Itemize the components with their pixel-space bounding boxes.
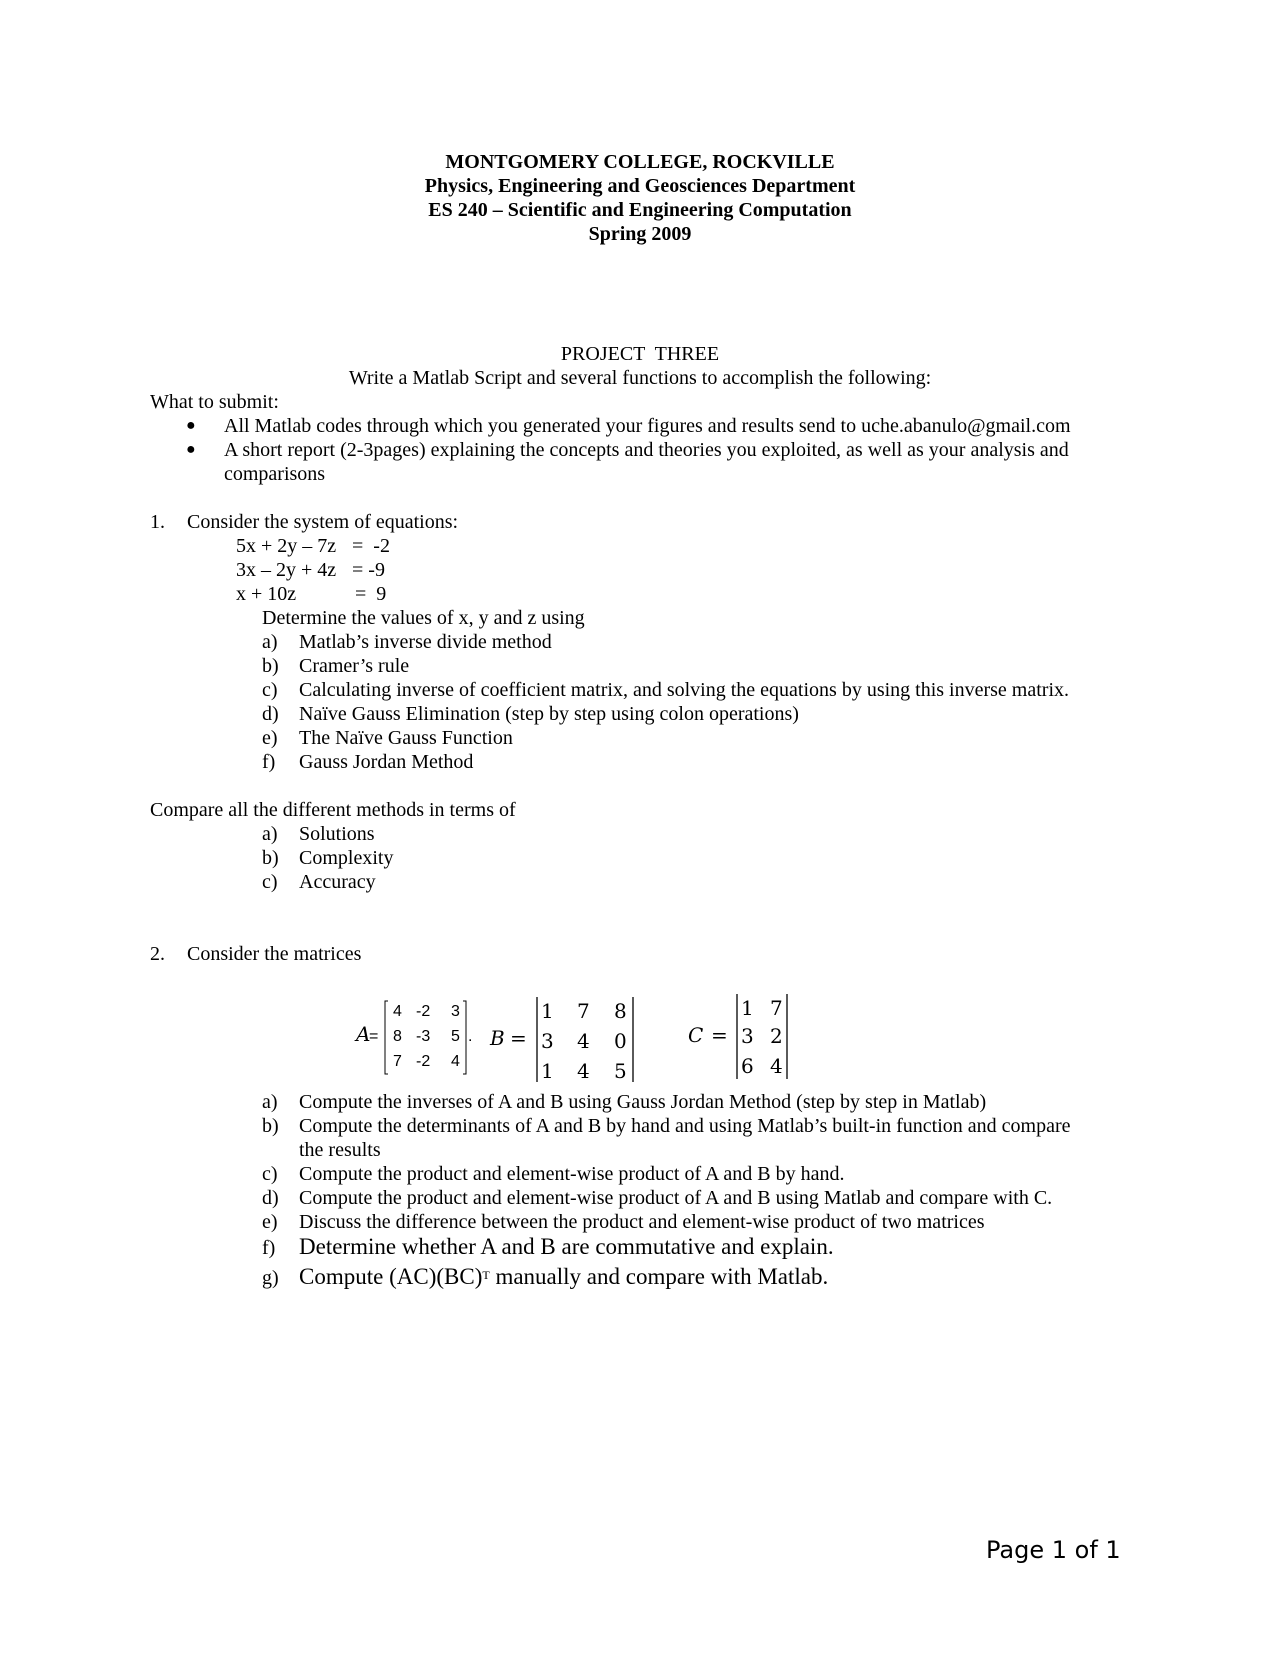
criteria-text: Solutions: [299, 823, 375, 845]
matrix-c-cell: 2: [770, 1024, 783, 1048]
task-label: a): [262, 1091, 278, 1113]
method-label: c): [262, 679, 278, 701]
matrix-a-cell: 7: [393, 1053, 402, 1070]
matrix-b-cell: 7: [577, 999, 590, 1023]
page-number: Page 1 of 1: [986, 1536, 1121, 1564]
method-text: Calculating inverse of coefficient matrix, and solving the equations by using this inverse matrix.: [299, 679, 1070, 701]
matrix-a-cell: 4: [393, 1003, 402, 1020]
question-1-intro: Consider the system of equations:: [187, 511, 459, 533]
task-text: Discuss the difference between the product and element-wise product of two matrices: [299, 1211, 985, 1233]
task-label: d): [262, 1187, 279, 1209]
matrix-c-equals: =: [711, 1023, 728, 1047]
equation-1-rhs: = -2: [352, 535, 390, 557]
task-g-post: manually and compare with Matlab.: [489, 1264, 829, 1289]
matrix-c-cell: 4: [770, 1054, 783, 1078]
method-label: f): [262, 751, 276, 773]
method-text: The Naïve Gauss Function: [299, 727, 513, 749]
criteria-label: c): [262, 871, 278, 893]
matrix-a-equals: =: [369, 1028, 379, 1045]
equation-3-rhs: = 9: [355, 583, 387, 605]
method-label: a): [262, 631, 278, 653]
transpose-superscript: T: [482, 1268, 490, 1282]
matrix-a-cell: 8: [393, 1028, 402, 1045]
criteria-text: Complexity: [299, 847, 394, 869]
compare-text: Compare all the different methods in terms of: [150, 799, 516, 821]
equation-1-lhs: 5x + 2y – 7z: [236, 535, 337, 557]
matrix-b-name: B: [490, 1026, 505, 1050]
question-2-number: 2.: [150, 943, 165, 965]
project-subtitle: Write a Matlab Script and several functions to accomplish the following:: [348, 367, 932, 389]
equation-2-rhs: = -9: [352, 559, 385, 581]
task-g-pre: Compute (AC)(BC): [299, 1264, 483, 1289]
task-g-text: [299, 1265, 828, 1289]
method-label: d): [262, 703, 279, 725]
task-text: Compute the determinants of A and B by hand and using Matlab’s built-in function and compare: [299, 1115, 1071, 1137]
method-label: e): [262, 727, 278, 749]
method-text: Gauss Jordan Method: [299, 751, 474, 773]
matrix-a-trailing-dot: .: [468, 1028, 473, 1045]
submit-heading: What to submit:: [150, 391, 279, 413]
matrix-b-cell: 4: [577, 1029, 590, 1053]
matrix-a-left-bracket: [385, 1001, 388, 1074]
task-label: f): [262, 1237, 276, 1259]
method-label: b): [262, 655, 279, 677]
equation-3-lhs: x + 10z: [236, 583, 297, 605]
matrix-a-cell: 4: [451, 1053, 460, 1070]
matrix-b-cell: 1: [541, 1059, 554, 1083]
course-name: ES 240 – Scientific and Engineering Computation: [428, 199, 852, 221]
department-name: Physics, Engineering and Geosciences Department: [424, 175, 856, 197]
matrix-a-name: A: [356, 1022, 371, 1046]
matrix-b-cell: 5: [614, 1059, 627, 1083]
semester: Spring 2009: [588, 223, 692, 245]
project-title: PROJECT THREE: [560, 343, 720, 365]
method-text: Naïve Gauss Elimination (step by step using colon operations): [299, 703, 799, 725]
task-label: c): [262, 1163, 278, 1185]
matrix-a-cell: -3: [416, 1028, 431, 1045]
criteria-label: a): [262, 823, 278, 845]
matrix-b-cell: 4: [577, 1059, 590, 1083]
matrices-figure: [350, 990, 830, 1085]
task-text-cont: the results: [299, 1139, 381, 1161]
method-text: Cramer’s rule: [299, 655, 410, 677]
matrix-b-cell: 1: [541, 999, 554, 1023]
submit-item-2-cont: comparisons: [224, 463, 326, 485]
matrix-c-cell: 6: [741, 1054, 754, 1078]
college-name: MONTGOMERY COLLEGE, ROCKVILLE: [445, 151, 835, 173]
criteria-text: Accuracy: [299, 871, 376, 893]
matrix-c-cell: 7: [770, 996, 783, 1020]
matrix-a-right-bracket: [463, 1001, 466, 1074]
matrix-c-cell: 3: [741, 1024, 754, 1048]
matrix-a-cell: -2: [416, 1003, 431, 1020]
matrix-b-cell: 0: [614, 1029, 627, 1053]
question-1-number: 1.: [150, 511, 165, 533]
determine-text: Determine the values of x, y and z using: [262, 607, 585, 629]
criteria-label: b): [262, 847, 279, 869]
task-label: g): [262, 1267, 279, 1289]
bullet-icon: ●: [186, 417, 196, 434]
submit-item-1: All Matlab codes through which you generated your figures and results send to uche.abanulo@gmail.com: [224, 415, 1071, 437]
question-2-intro: Consider the matrices: [187, 943, 362, 965]
matrix-a-cell: -2: [416, 1053, 431, 1070]
matrix-b-cell: 3: [541, 1029, 554, 1053]
task-text: Determine whether A and B are commutative and explain.: [299, 1234, 834, 1259]
task-text: Compute the inverses of A and B using Gauss Jordan Method (step by step in Matlab): [299, 1091, 987, 1113]
matrix-a-cell: 3: [451, 1003, 460, 1020]
bullet-icon: ●: [186, 441, 196, 458]
submit-item-2: A short report (2-3pages) explaining the concepts and theories you exploited, as well as your analysis and: [224, 439, 1069, 461]
matrix-c-cell: 1: [741, 996, 754, 1020]
task-text: Compute the product and element-wise product of A and B using Matlab and compare with C.: [299, 1187, 1053, 1209]
matrix-a-cell: 5: [451, 1028, 460, 1045]
method-text: Matlab’s inverse divide method: [299, 631, 552, 653]
task-label: b): [262, 1115, 279, 1137]
matrix-c-name: C: [688, 1023, 704, 1047]
matrix-b-equals: =: [510, 1026, 527, 1050]
document-header: [0, 150, 1280, 246]
equation-2-lhs: 3x – 2y + 4z: [236, 559, 337, 581]
task-label: e): [262, 1211, 278, 1233]
task-text: Compute the product and element-wise product of A and B by hand.: [299, 1163, 845, 1185]
matrix-b-cell: 8: [614, 999, 627, 1023]
